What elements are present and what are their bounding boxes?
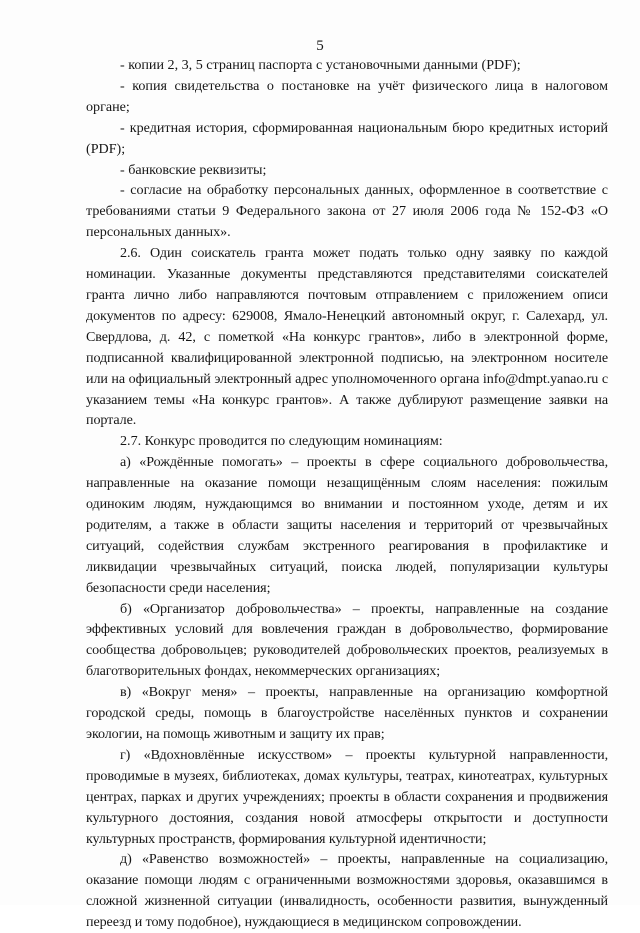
- nomination-v: в) «Вокруг меня» – проекты, направленные на организацию комфортной городской среды, помощь в благоустройстве населённых пунктов и сохранении экологии, на помощь животным и защиту их прав;: [86, 684, 608, 742]
- list-item-tax-registration: - копия свидетельства о постановке на учёт физического лица в налоговом органе;: [86, 77, 608, 115]
- paragraph-2-6: 2.6. Один соискатель гранта может подать только одну заявку по каждой номинации. Указанные документы представляются представителями соискателей гранта лично либо направляются почтовым отправлением с приложением описи документов по адресу: 629008, Ямало-Ненецкий автономный округ, г. Салехард, ул. Свердлова, д. 42, с пометкой «На конкурс грантов», либо в электронной форме, подписанной квалифицированной электронной подписью, на электронном носителе или на официальный электронный адрес уполномоченного органа info@dmpt.yanao.ru с указанием темы «На конкурс грантов». А также дублируют размещение заявки на портале.: [86, 245, 608, 429]
- nomination-b: б) «Организатор добровольчества» – проекты, направленные на создание эффективных условий для вовлечения граждан в добровольчество, формирование сообщества добровольцев; руководителей добровольческих проектов, реализуемых в благотворительных фондах, некоммерческих организациях;: [86, 600, 608, 680]
- paragraph-2-7: 2.7. Конкурс проводится по следующим номинациям:: [120, 433, 443, 450]
- page-number: 5: [316, 38, 324, 54]
- list-item-bank-details: - банковские реквизиты;: [120, 161, 267, 178]
- nomination-d: д) «Равенство возможностей» – проекты, направленные на социализацию, оказание помощи людям с ограниченными возможностями здоровья, оказавшимся в сложной жизненной ситуации (инвалидность, особенности развития, вынужденный переезд и тому подобное), нуждающиеся в медицинском сопровождении.: [86, 851, 608, 931]
- list-item-credit-history: - кредитная история, сформированная национальным бюро кредитных историй (PDF);: [86, 119, 608, 157]
- document-body: [86, 55, 608, 933]
- nomination-a: а) «Рождённые помогать» – проекты в сфере социального добровольчества, направленные на оказание помощи незащищённым слоям населения: пожилым одиноким людям, нуждающимся во внимании и постоянном уходе, детям и их родителям, а также в области защиты населения и территорий от чрезвычайных ситуаций, содействия службам экстренного реагирования в профилактике и ликвидации чрезвычайных ситуаций, поиска людей, популяризации культуры безопасности среди населения;: [86, 454, 608, 596]
- list-item-passport-copies: - копии 2, 3, 5 страниц паспорта с установочными данными (PDF);: [120, 57, 521, 73]
- nomination-g: г) «Вдохновлённые искусством» – проекты культурной направленности, проводимые в музеях, библиотеках, домах культуры, театрах, кинотеатрах, культурных центрах, парках и других учреждениях; проекты в области сохранения и продвижения культурного достояния, создания новой атмосферы открытости и доступности культурных пространств, формирования культурной идентичности;: [86, 746, 608, 847]
- list-item-personal-data-consent: - согласие на обработку персональных данных, оформленное в соответствие с требованиями статьи 9 Федерального закона от 27 июля 2006 года № 152-ФЗ «О персональных данных».: [86, 182, 608, 241]
